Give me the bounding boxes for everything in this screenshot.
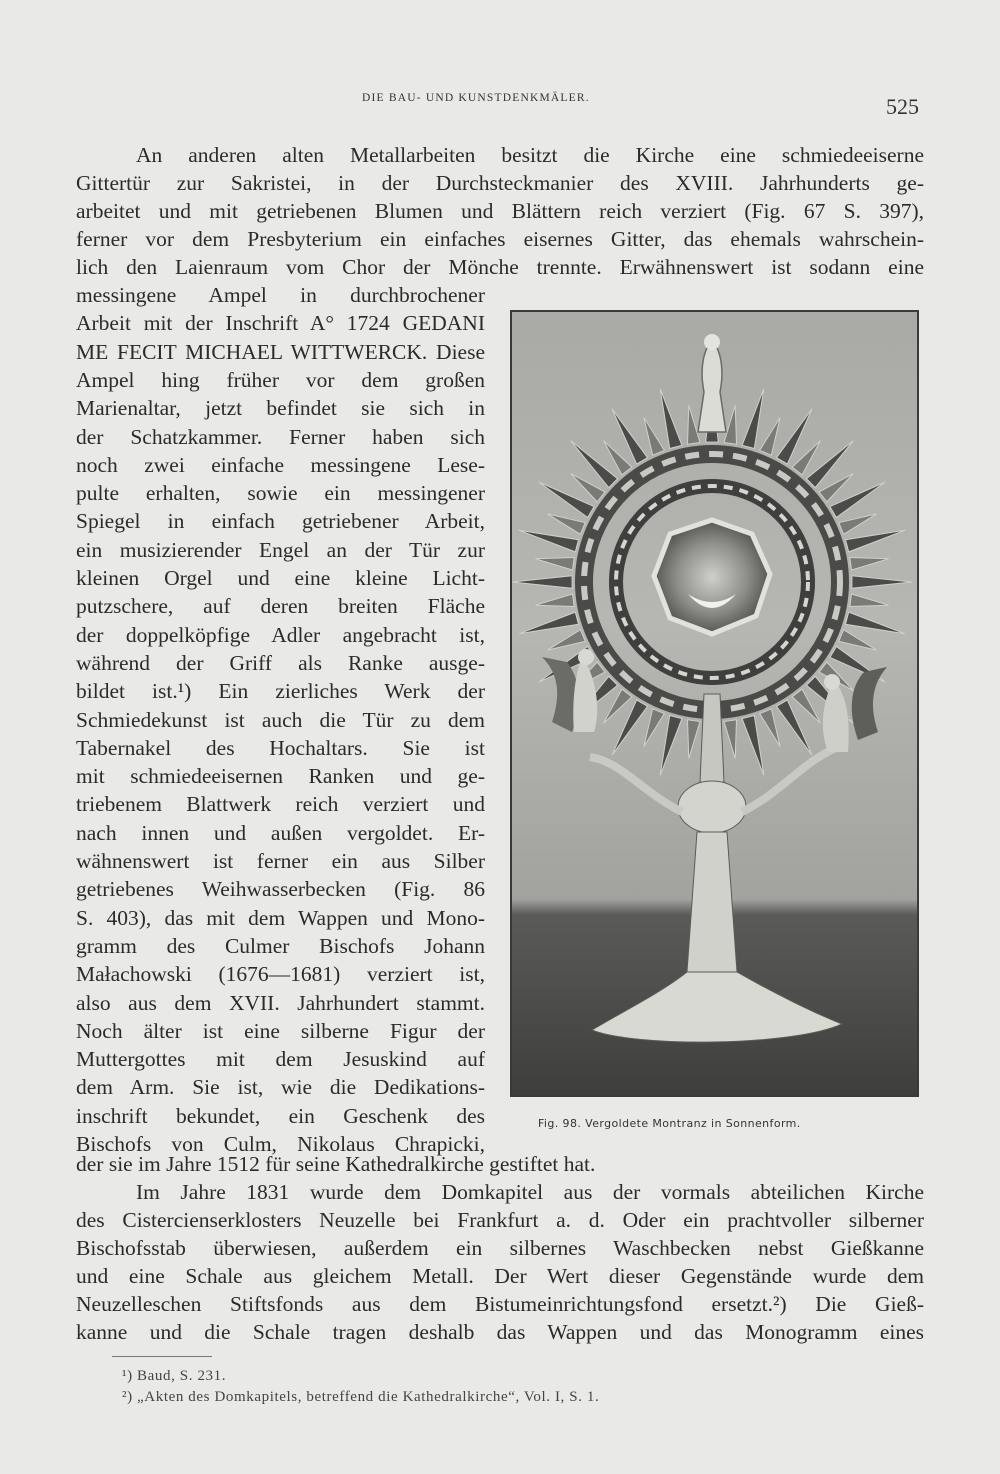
text-line: Noch älter ist eine silberne Figur der bbox=[76, 1019, 485, 1043]
text-line: ME FECIT MICHAEL WITTWERCK. Diese bbox=[76, 340, 485, 364]
right-angel bbox=[823, 667, 887, 752]
text-line: messingene Ampel in durchbrochener bbox=[76, 283, 485, 307]
sun-ray bbox=[660, 716, 682, 776]
monstrance-illustration bbox=[512, 312, 917, 1095]
sun-ray bbox=[644, 709, 664, 747]
text-line: und eine Schale aus gleichem Metall. Der Wert dieser Gegenstände wurde dem bbox=[76, 1264, 924, 1288]
text-line: Marienaltar, jetzt befindet sie sich in bbox=[76, 396, 485, 420]
text-line: kleinen Orgel und eine kleine Licht- bbox=[76, 566, 485, 590]
sun-ray bbox=[604, 441, 632, 475]
text-line: während der Griff als Ranke ausge- bbox=[76, 651, 485, 675]
text-line: lich den Laienraum vom Chor der Mönche trennte. Erwähnenswert ist sodann eine bbox=[76, 255, 924, 279]
monstrance-photo bbox=[510, 310, 919, 1097]
text-line: gramm des Culmer Bischofs Johann bbox=[76, 934, 485, 958]
text-line: ferner vor dem Presbyterium ein einfaches eisernes Gitter, das ehemals wahrschein- bbox=[76, 227, 924, 251]
footnote: ¹) Baud, S. 231. bbox=[122, 1368, 227, 1384]
lunula-window bbox=[654, 520, 770, 634]
sun-ray bbox=[742, 716, 764, 776]
text-line: der doppelköpfige Adler angebracht ist, bbox=[76, 623, 485, 647]
sun-ray bbox=[760, 709, 780, 747]
monstrance-shaft bbox=[687, 832, 737, 972]
sun-ray bbox=[519, 612, 579, 634]
madonna-figure bbox=[698, 340, 726, 432]
footnote: ²) „Akten des Domkapitels, betreffend die Kathedralkirche“, Vol. I, S. 1. bbox=[122, 1389, 600, 1405]
text-line: Schmiedekunst ist auch die Tür zu dem bbox=[76, 708, 485, 732]
sun-ray bbox=[644, 418, 664, 456]
sun-ray bbox=[688, 406, 701, 445]
sun-ray bbox=[839, 514, 877, 534]
text-line: S. 403), das mit dem Wappen und Mono- bbox=[76, 906, 485, 930]
sun-ray bbox=[819, 474, 853, 502]
text-line: Gittertür zur Sakristei, in der Durchsteckmanier des XVIII. Jahrhunderts ge- bbox=[76, 171, 924, 195]
text-line: Im Jahre 1831 wurde dem Domkapitel aus der vormals abteilichen Kirche bbox=[136, 1180, 924, 1204]
text-line: noch zwei einfache messingene Lese- bbox=[76, 453, 485, 477]
sun-ray bbox=[839, 630, 877, 650]
text-line: dem Arm. Sie ist, wie die Dedikations- bbox=[76, 1075, 485, 1099]
monstrance-knot bbox=[678, 781, 746, 833]
text-line: An anderen alten Metallarbeiten besitzt die Kirche eine schmiedeeiserne bbox=[136, 143, 924, 167]
sun-ray bbox=[536, 594, 575, 607]
text-line: ein musizierender Engel an der Tür zur bbox=[76, 538, 485, 562]
sun-ray bbox=[850, 558, 889, 571]
sun-ray bbox=[548, 630, 586, 650]
text-line: bildet ist.¹) Ein zierliches Werk der bbox=[76, 679, 485, 703]
text-line: kanne und die Schale tragen deshalb das Wappen und das Monogramm eines bbox=[76, 1320, 924, 1344]
text-line: wähnenswert ist ferner ein aus Silber bbox=[76, 849, 485, 873]
monstrance-foot bbox=[592, 972, 842, 1042]
text-line: putzschere, auf deren breiten Fläche bbox=[76, 594, 485, 618]
text-line: Ampel hing früher vor dem großen bbox=[76, 368, 485, 392]
text-line: der sie im Jahre 1512 für seine Kathedralkirche gestiftet hat. bbox=[76, 1152, 596, 1176]
text-line: Bischofs von Culm, Nikolaus Chrapicki, bbox=[76, 1132, 485, 1156]
sun-ray bbox=[660, 389, 682, 449]
footnote-rule bbox=[112, 1356, 212, 1357]
sun-ray bbox=[512, 576, 572, 589]
sun-ray bbox=[571, 474, 605, 502]
sun-ray bbox=[760, 418, 780, 456]
sun-ray bbox=[852, 576, 912, 589]
page-number: 525 bbox=[886, 94, 919, 119]
sun-ray bbox=[792, 441, 820, 475]
text-line: nach innen und außen vergoldet. Er- bbox=[76, 821, 485, 845]
sun-ray bbox=[792, 689, 820, 723]
text-line: des Cistercienserklosters Neuzelle bei Frankfurt a. d. Oder ein prachtvoller silberner bbox=[76, 1208, 924, 1232]
sun-ray bbox=[846, 612, 906, 634]
text-line: mit schmiedeeisernen Ranken und ge- bbox=[76, 764, 485, 788]
running-header: DIE BAU- UND KUNSTDENKMÄLER. bbox=[362, 92, 590, 104]
text-line: Spiegel in einfach getriebener Arbeit, bbox=[76, 509, 485, 533]
sun-ray bbox=[742, 389, 764, 449]
sun-ray bbox=[519, 530, 579, 552]
sun-ray bbox=[604, 689, 632, 723]
sun-ray bbox=[846, 530, 906, 552]
figure-caption: Fig. 98. Vergoldete Montranz in Sonnenform. bbox=[538, 1117, 801, 1130]
sun-ray bbox=[688, 720, 701, 759]
text-line: triebenem Blattwerk reich verziert und bbox=[76, 792, 485, 816]
text-line: Arbeit mit der Inschrift A° 1724 GEDANI bbox=[76, 311, 485, 335]
text-line: inschrift bekundet, ein Geschenk des bbox=[76, 1104, 485, 1128]
text-line: Bischofsstab überwiesen, außerdem ein silbernes Waschbecken nebst Gießkanne bbox=[76, 1236, 924, 1260]
madonna-head bbox=[704, 334, 720, 350]
text-line: pulte erhalten, sowie ein messingener bbox=[76, 481, 485, 505]
text-line: der Schatzkammer. Ferner haben sich bbox=[76, 425, 485, 449]
text-line: Muttergottes mit dem Jesuskind auf bbox=[76, 1047, 485, 1071]
sun-ray bbox=[724, 406, 737, 445]
sun-ray bbox=[548, 514, 586, 534]
text-line: arbeitet und mit getriebenen Blumen und Blättern reich verziert (Fig. 67 S. 397), bbox=[76, 199, 924, 223]
text-line: Neuzelleschen Stiftsfonds aus dem Bistumeinrichtungsfond ersetzt.²) Die Gieß- bbox=[76, 1292, 924, 1316]
monstrance-stem bbox=[700, 694, 724, 782]
sun-ray bbox=[536, 558, 575, 571]
text-line: getriebenes Weihwasserbecken (Fig. 86 bbox=[76, 877, 485, 901]
text-line: Małachowski (1676—1681) verziert ist, bbox=[76, 962, 485, 986]
sun-ray bbox=[850, 594, 889, 607]
text-line: Tabernakel des Hochaltars. Sie ist bbox=[76, 736, 485, 760]
text-line: also aus dem XVII. Jahrhundert stammt. bbox=[76, 991, 485, 1015]
sun-ray bbox=[724, 720, 737, 759]
